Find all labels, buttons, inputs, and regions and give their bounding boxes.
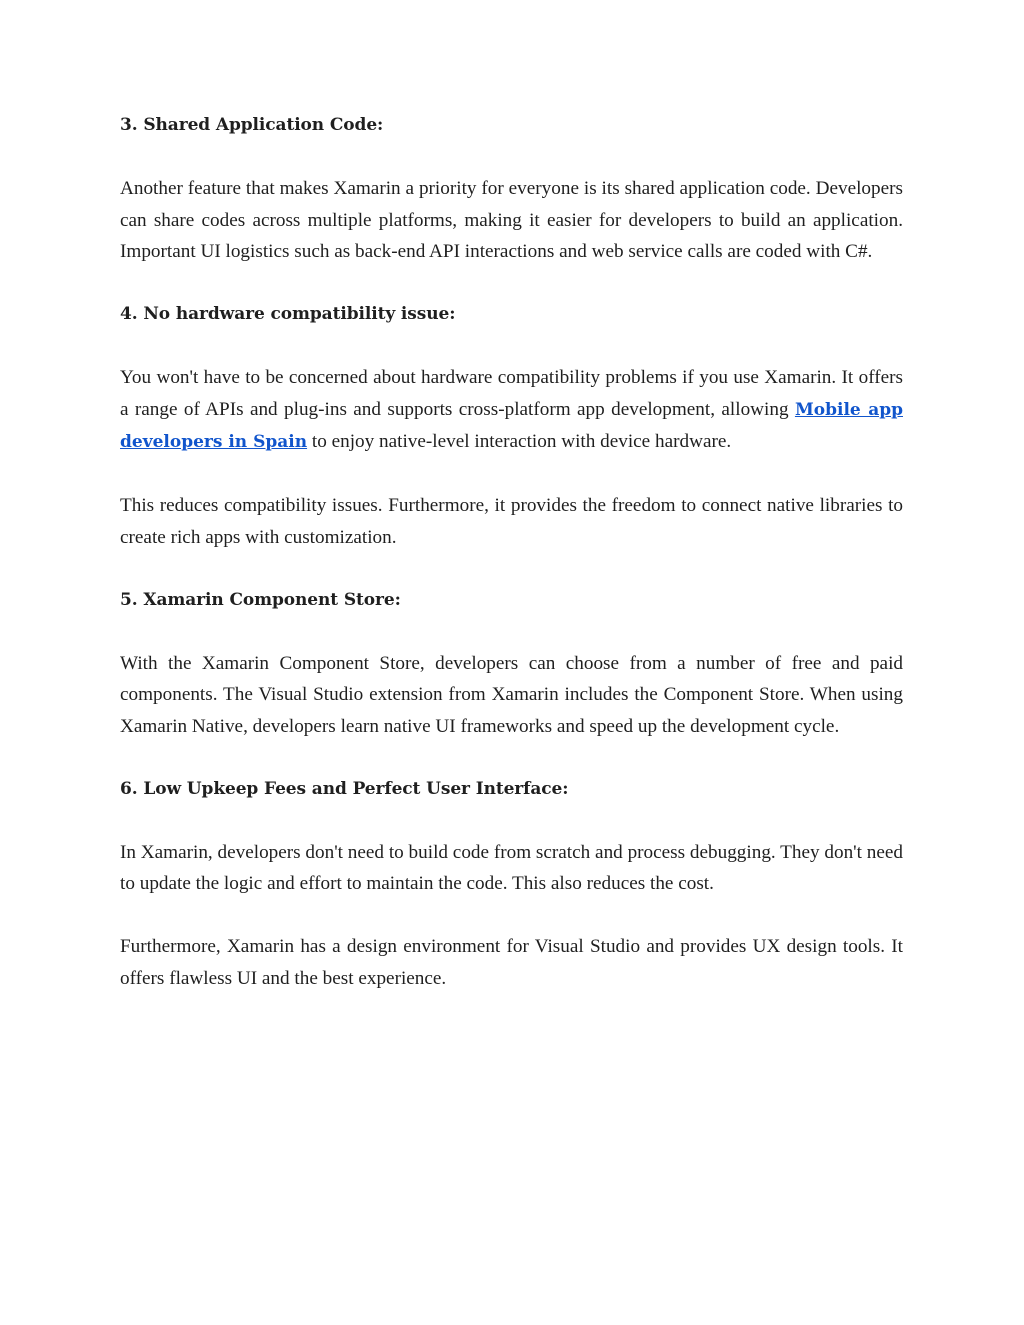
paragraph-shared-code: Another feature that makes Xamarin a priority for everyone is its shared application code. Developers can share codes across multiple platforms, making it easier for developers to build an application. Important UI logistics such as back-end API interactions and web service calls are coded with C#. [120,178,903,262]
section-heading-component-store: 5. Xamarin Component Store: [120,589,401,610]
paragraph-hardware-link [120,362,903,459]
paragraph-text-after-link: to enjoy native-level interaction with device hardware. [307,431,732,452]
section-heading-shared-code: 3. Shared Application Code: [120,115,384,135]
paragraph-design-environment: Furthermore, Xamarin has a design environment for Visual Studio and provides UX design tools. It offers flawless UI and the best experience. [120,936,903,989]
paragraph-upkeep-cost: In Xamarin, developers don't need to build code from scratch and process debugging. They don't need to update the logic and effort to maintain the code. This also reduces the cost. [120,841,903,894]
section-heading-upkeep: 6. Low Upkeep Fees and Perfect User Interface: [120,778,569,799]
paragraph-text-before-link: You won't have to be concerned about hardware compatibility problems if you use Xamarin. It offers a range of APIs and plug-ins and supports cross-platform app development, allowing [120,367,903,420]
paragraph-compatibility: This reduces compatibility issues. Furthermore, it provides the freedom to connect native libraries to create rich apps with customization. [120,495,903,548]
section-heading-hardware: 4. No hardware compatibility issue: [120,304,456,324]
paragraph-component-store: With the Xamarin Component Store, developers can choose from a number of free and paid components. The Visual Studio extension from Xamarin includes the Component Store. When using Xamarin Native, developers learn native UI frameworks and speed up the development cycle. [120,652,903,737]
document-page [120,110,903,1026]
mobile-app-developers-link[interactable]: Mobile app developers in Spain [120,399,903,452]
